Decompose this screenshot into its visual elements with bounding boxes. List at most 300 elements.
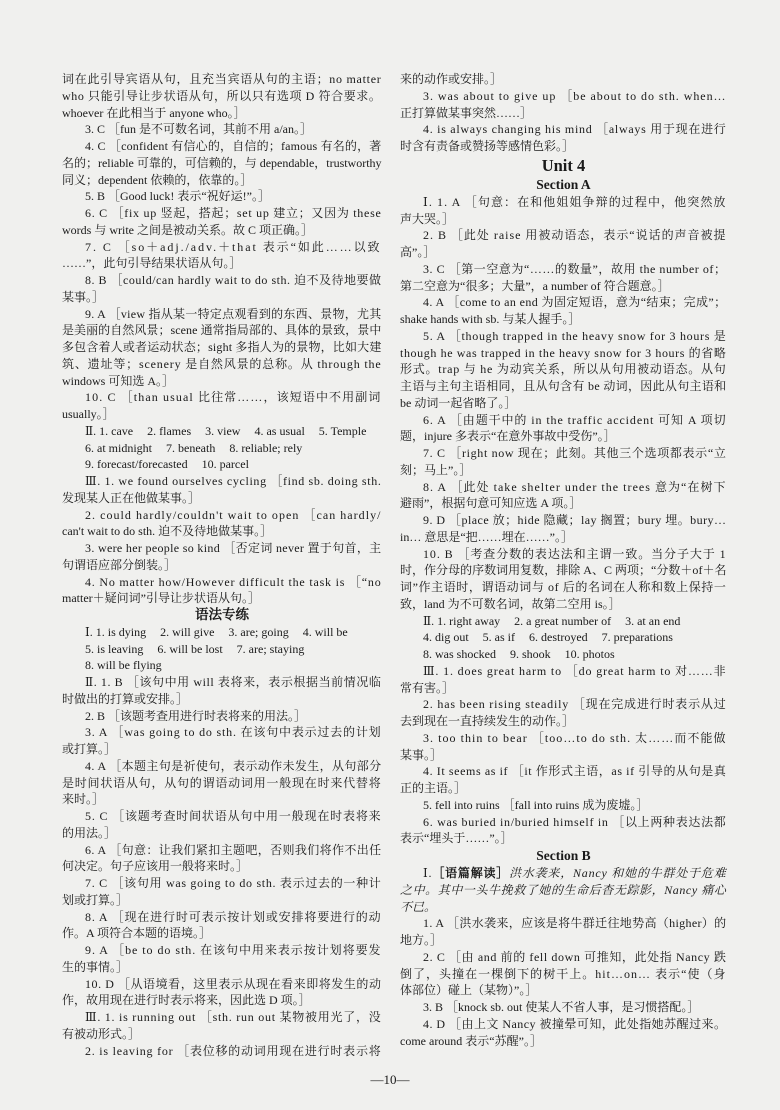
answer-explanation — [400, 194, 727, 228]
answer-row — [62, 624, 382, 641]
text-line — [400, 696, 727, 713]
line-text: 正的主语。］ — [400, 781, 467, 795]
text-line — [62, 373, 382, 390]
answer-explanation — [62, 205, 382, 239]
answer-explanation — [400, 121, 727, 155]
question-number: Ⅰ. — [423, 866, 433, 880]
text-line — [400, 999, 727, 1016]
text-line — [62, 574, 382, 591]
line-text: 题，injure 多表示“在意外事故中受伤”。］ — [400, 429, 616, 444]
line-text: 多包含着人或者运动状态；sight 多指人为的景物，比如大建 — [62, 340, 382, 354]
line-text: Ⅱ. 1. B ［该句中用 will 表将来，表示根据当前情况临 — [85, 675, 382, 689]
text-line — [62, 339, 382, 356]
text-line — [400, 121, 727, 138]
line-text: Ⅰ. 1. A ［句意：在和他姐姐争辩的过程中，他突然放 — [423, 194, 727, 209]
answer-row — [400, 629, 727, 646]
line-text: 1. A ［洪水袭来，应该是将牛群迁往地势高（higher）的 — [423, 916, 727, 931]
answer-row — [400, 613, 727, 630]
answer-explanation — [62, 574, 382, 608]
line-text: 8. A ［此处 take shelter under the trees 意为“在树下 — [423, 479, 727, 494]
text-line — [62, 188, 382, 205]
answer-explanation — [62, 272, 382, 306]
answer-row-text — [423, 629, 673, 646]
text-line — [400, 663, 727, 680]
line-text: 3. A ［was going to do sth. 在该句中表示过去的计划 — [85, 725, 382, 740]
text-line — [400, 579, 727, 596]
text-line — [400, 445, 727, 462]
left-column — [62, 71, 382, 1059]
text-line — [62, 674, 382, 691]
answer-explanation — [62, 306, 382, 390]
text-line — [62, 272, 382, 289]
answer-item: Ⅱ. 1. cave — [85, 423, 134, 438]
line-text: 是时间状语从句，从句的谓语动词用一般现在时来代替将 — [62, 775, 382, 790]
answer-explanation — [62, 540, 382, 574]
line-text: 4. A ［come to an end 为固定短语，意为“结束；完成”； — [423, 295, 727, 310]
text-line — [400, 780, 727, 797]
text-line — [62, 406, 382, 423]
answer-row — [62, 456, 382, 473]
answer-explanation — [62, 674, 382, 708]
line-text: 5. A ［though trapped in the heavy snow for 3 hours 是 — [423, 328, 727, 343]
text-line — [400, 966, 727, 983]
answer-row-text — [85, 423, 366, 440]
line-text: 3. too thin to bear ［too…to do sth. 太……而不能做 — [423, 730, 727, 745]
line-text: 地方。］ — [400, 933, 443, 947]
line-text: 常有害。］ — [400, 680, 455, 695]
line-text — [400, 899, 436, 916]
answer-explanation — [400, 999, 727, 1016]
answer-item: 8. reliable; rely — [229, 440, 303, 455]
text-line — [400, 546, 727, 563]
text-line — [62, 992, 382, 1009]
answer-explanation — [62, 875, 382, 909]
answer-explanation — [62, 71, 382, 121]
text-line — [400, 227, 727, 244]
answer-item: 7. beneath — [166, 440, 216, 455]
text-line — [400, 1033, 727, 1050]
text-line — [62, 306, 382, 323]
answer-item: 4. as usual — [254, 423, 305, 438]
answer-explanation — [400, 1016, 727, 1050]
line-text: 2. could hardly/couldn't wait to open ［can hardly/ — [85, 507, 382, 522]
answer-explanation — [400, 261, 727, 295]
line-text: 2. B ［该题考查用进行时表将来的用法。］ — [85, 708, 307, 723]
line-text: 声大哭。］ — [400, 211, 455, 226]
answer-item: 4. dig out — [423, 630, 469, 645]
line-text: 避雨”，根据句意可知应选 A 项。］ — [400, 496, 582, 511]
answer-row-text — [423, 646, 615, 663]
answer-item: 9. forecast/forecasted — [85, 457, 188, 472]
summary-text: 之中。其中一头牛挽救了她的生命后杳无踪影，Nancy 痛心 — [400, 882, 727, 897]
text-line — [62, 842, 382, 859]
line-text: be 动词一起省略了。］ — [400, 395, 517, 410]
line-text: shake hands with sb. 与某人握手。］ — [400, 312, 581, 326]
line-text: 3. C ［fun 是不可数名词，其前不用 a/an。］ — [85, 122, 312, 137]
answer-explanation — [62, 389, 382, 423]
line-text: 10. D ［从语境看，这里表示从现在看来即将发生的动 — [85, 976, 382, 991]
line-text: 5. fell into ruins ［fall into ruins 成为废墟。］ — [423, 797, 649, 812]
answer-explanation — [62, 138, 382, 188]
text-line — [400, 982, 727, 999]
text-line — [62, 389, 382, 406]
text-line — [62, 959, 382, 976]
answer-item: 6. destroyed — [529, 630, 588, 645]
text-line — [400, 361, 727, 378]
text-line — [400, 747, 727, 764]
summary-text: 洪水袭来，Nancy 和她的牛群处于危难 — [509, 866, 727, 880]
answer-explanation — [400, 814, 727, 848]
line-text: 4. D ［由上文 Nancy 被撞晕可知，此处指她苏醒过来。 — [423, 1016, 727, 1031]
answer-item: 9. shook — [509, 647, 551, 661]
answer-explanation — [400, 88, 727, 122]
text-line — [400, 211, 727, 228]
line-text: 4. No matter how/However difficult the task is ［“no — [85, 574, 382, 589]
line-text — [400, 882, 727, 899]
text-line — [62, 255, 382, 272]
text-line — [400, 138, 727, 155]
text-line — [400, 932, 727, 949]
answer-item: Ⅱ. 1. right away — [423, 613, 501, 628]
line-text: 时含有责备或赞扬等感情色彩。］ — [400, 139, 575, 153]
text-line — [400, 865, 727, 882]
text-line — [62, 724, 382, 741]
text-line — [62, 875, 382, 892]
line-text: come around 表示“苏醒”。］ — [400, 1033, 542, 1048]
text-line — [400, 88, 727, 105]
answer-item: 10. photos — [564, 647, 615, 661]
line-text: 9. A ［view 指从某一特定点观看到的东西、景物，尤其 — [85, 306, 382, 321]
answer-explanation — [400, 294, 727, 328]
text-line — [400, 395, 727, 412]
text-line — [62, 222, 382, 239]
answer-row-text — [85, 641, 304, 658]
answer-item: 8. was shocked — [423, 647, 496, 661]
line-text: 时做出的打算或安排。］ — [62, 691, 189, 706]
text-line — [62, 1009, 382, 1026]
line-text: 表示“埋头于……”。］ — [400, 831, 513, 846]
line-text: 刻；马上”。］ — [400, 462, 472, 477]
answer-explanation — [62, 473, 382, 507]
line-text: 高”。］ — [400, 245, 436, 259]
answer-row-text — [85, 440, 302, 457]
text-line — [62, 808, 382, 825]
text-line — [400, 378, 727, 395]
line-text — [423, 865, 726, 882]
text-line — [62, 925, 382, 942]
text-line — [62, 791, 382, 808]
line-text: 形式。trap 与 he 为动宾关系，所以从句用被动语态。从句 — [400, 362, 727, 377]
text-line — [400, 1016, 727, 1033]
answer-explanation — [62, 507, 382, 541]
text-line — [400, 830, 727, 847]
answer-item: 5. Temple — [318, 423, 367, 438]
answer-item: 2. will give — [160, 624, 215, 639]
answer-item: 4. will be — [302, 624, 348, 639]
answer-explanation — [62, 808, 382, 842]
answer-item: 6. will be lost — [157, 641, 223, 656]
line-text: words 与 write 之间是被动关系。故 C 项正确。］ — [62, 222, 313, 237]
answer-explanation — [62, 1043, 382, 1060]
answer-item: 7. preparations — [601, 630, 673, 645]
answer-item: 7. are; staying — [236, 641, 305, 656]
line-text: 2. is leaving for ［表位移的动词用现在进行时表示将 — [85, 1043, 382, 1058]
text-line — [62, 892, 382, 909]
answer-explanation — [400, 763, 727, 797]
line-text: matter＋疑问词”引导让步状语从句。］ — [62, 591, 260, 606]
line-text: 发现某人正在他做某事。］ — [62, 490, 201, 505]
answer-explanation — [62, 239, 382, 273]
answer-explanation — [400, 328, 727, 412]
text-line — [400, 915, 727, 932]
text-line — [400, 713, 727, 730]
line-text: 6. A ［句意：让我们紧扣主题吧，否则我们将作不出任 — [85, 842, 382, 857]
text-line — [400, 899, 727, 916]
answer-row-text — [85, 657, 162, 674]
answer-explanation — [62, 942, 382, 976]
answer-row-text — [85, 624, 348, 641]
text-line — [62, 121, 382, 138]
line-text: 去到现在一直持续发生的动作。］ — [400, 714, 575, 728]
text-line — [62, 138, 382, 155]
line-text: 4. C ［confident 有信心的，自信的；famous 有名的，著 — [85, 139, 382, 153]
line-text: 正打算做某事突然……］ — [400, 105, 533, 120]
text-line — [62, 1043, 382, 1060]
passage-summary — [400, 865, 727, 915]
answer-explanation — [400, 915, 727, 949]
text-line — [400, 105, 727, 122]
section-heading: Section A — [536, 176, 591, 192]
line-text: though he was trapped in the heavy snow for 3 hours 的省略 — [400, 345, 727, 360]
text-line — [62, 1026, 382, 1043]
text-line — [62, 88, 382, 105]
line-text: 10. B ［考查分数的表达法和主谓一致。当分子大于 1 — [423, 546, 727, 561]
line-text: 或打算。］ — [62, 742, 117, 756]
text-line — [400, 763, 727, 780]
line-text: 7. C ［该句用 was going to do sth. 表示过去的一种计 — [85, 876, 382, 890]
line-text: whoever 在此相当于 anyone who。］ — [62, 105, 246, 120]
line-text: 4. is always changing his mind ［always 用于现在进行 — [423, 122, 727, 137]
line-text: in… 意思是“把……埋在……”。］ — [400, 529, 573, 544]
text-line — [62, 557, 382, 574]
line-text: 10. C ［than usual 比往常……，该短语中不用副词 — [85, 390, 382, 405]
answer-explanation — [400, 71, 727, 88]
line-text: Ⅲ. 1. we found ourselves cycling ［find sb. doing sth. — [85, 474, 382, 488]
line-text: 4. A ［本题主句是祈使句，表示动作未发生，从句部分 — [85, 758, 382, 773]
line-text: ……”，此句引导结果状语从句。］ — [62, 256, 242, 271]
text-line — [62, 71, 382, 88]
answer-explanation — [400, 797, 727, 814]
text-line — [400, 294, 727, 311]
answer-explanation — [62, 976, 382, 1010]
text-line — [400, 512, 727, 529]
answer-row — [62, 423, 382, 440]
line-text: 8. A ［现在进行时可表示按计划或安排将要进行的动 — [85, 909, 382, 924]
line-text: 2. C ［由 and 前的 fell down 可推知，此处指 Nancy 跌 — [423, 949, 727, 964]
line-text: 3. was about to give up ［be about to do sth. when… — [423, 88, 727, 103]
line-text: 倒了，头撞在一棵倒下的树干上。hit…on… 表示“使（身 — [400, 966, 727, 981]
text-line — [62, 205, 382, 222]
line-text: 6. C ［fix up 竖起，搭起；set up 建立；又因为 these — [85, 206, 382, 220]
line-text: 7. C ［so＋adj./adv.＋that 表示“如此……以致 — [85, 239, 382, 254]
text-line — [400, 479, 727, 496]
line-text: 划或打算。］ — [62, 892, 129, 907]
text-line — [400, 730, 727, 747]
text-line — [62, 356, 382, 373]
text-line — [400, 495, 727, 512]
answer-item: 2. a great number of — [514, 613, 612, 628]
text-line — [62, 473, 382, 490]
answer-explanation — [400, 445, 727, 479]
answer-item: 8. will be flying — [85, 658, 162, 673]
text-line — [62, 942, 382, 959]
answer-item: Ⅰ. 1. is dying — [85, 624, 147, 639]
text-line — [62, 858, 382, 875]
right-column — [400, 71, 727, 1049]
text-line — [400, 797, 727, 814]
line-text: 词”作主语时，谓语动词与 of 后的名词在人称和数上保持一 — [400, 580, 727, 594]
line-text: 2. B ［此处 raise 用被动语态，表示“说话的声音被提 — [423, 228, 727, 243]
section-heading: Section B — [536, 848, 591, 863]
line-text: 主语与主句主语相同，且从句含有 be 动词，因此从句主语和 — [400, 379, 727, 393]
text-line — [62, 775, 382, 792]
text-line — [400, 680, 727, 697]
text-line — [400, 311, 727, 328]
line-text: 2. has been rising steadily ［现在完成进行时表示从过 — [423, 697, 727, 712]
passage-tag: ［语篇解读］ — [432, 866, 510, 880]
line-text: 某事。］ — [400, 747, 443, 762]
line-text: 3. were her people so kind ［否定词 never 置于句首，主 — [85, 541, 382, 555]
line-text: 3. C ［第一空意为“……的数量”，故用 the number of； — [423, 261, 727, 276]
line-text: 有被动形式。］ — [62, 1026, 141, 1041]
answer-item: 10. parcel — [201, 457, 249, 472]
text-line — [400, 529, 727, 546]
text-line — [62, 105, 382, 122]
answer-item: 3. at an end — [625, 613, 681, 628]
line-text: 致，land 为不可数名词，故第二空用 is。］ — [400, 596, 621, 611]
text-line — [62, 590, 382, 607]
answer-explanation — [62, 188, 382, 205]
line-text: 生的事情。］ — [62, 959, 129, 974]
line-text: 词在此引导宾语从句，且充当宾语从句的主语；no matter — [62, 72, 382, 86]
line-text: 9. A ［be to do sth. 在该句中用来表示按计划将要发 — [85, 943, 382, 957]
text-line — [62, 289, 382, 306]
answer-explanation — [400, 479, 727, 513]
line-text: 6. A ［由题干中的 in the traffic accident 可知 A 项切 — [423, 412, 727, 427]
answer-explanation — [400, 663, 727, 697]
answer-row-text — [85, 456, 249, 473]
line-text: 句谓语应部分倒装。］ — [62, 557, 177, 572]
line-text: 6. was buried in/buried himself in ［以上两种表达法都 — [423, 814, 727, 829]
text-line — [62, 523, 382, 540]
line-text: 时，作分母的序数词用复数，排除 A、C 两项；“分数＋of＋名 — [400, 563, 727, 578]
text-line — [400, 328, 727, 345]
text-line — [400, 814, 727, 831]
text-line — [62, 825, 382, 842]
text-line — [62, 691, 382, 708]
text-line — [400, 278, 727, 295]
answer-explanation — [400, 730, 727, 764]
line-text: usually。］ — [62, 407, 115, 421]
line-text: 某事。］ — [62, 289, 105, 304]
text-line — [400, 244, 727, 261]
text-line — [400, 345, 727, 362]
answer-explanation — [62, 842, 382, 876]
line-text: 作，故用现在进行时表示将来，因此选 D 项。］ — [62, 993, 311, 1008]
line-text: who 只能引导让步状语从句，所以只有选项 D 符合要求。 — [62, 88, 382, 103]
line-text: 第二空意为“很多；大量”，a number of 符合题意。］ — [400, 278, 670, 293]
summary-text: 不已。 — [400, 899, 437, 914]
line-text: 来时。］ — [62, 792, 105, 807]
text-line — [400, 462, 727, 479]
line-text: 筑、遗址等；scenery 是自然风景的总称。从 through the — [62, 356, 382, 371]
answer-explanation — [400, 227, 727, 261]
line-text: 9. D ［place 放；hide 隐藏；lay 搁置；bury 埋。bury… — [423, 513, 727, 527]
line-text: 的用法。］ — [62, 825, 117, 840]
text-line — [400, 71, 727, 88]
answer-explanation — [62, 121, 382, 138]
answer-item: 6. at midnight — [85, 440, 152, 455]
answer-item: 3. are; going — [228, 624, 289, 639]
line-text: 3. B ［knock sb. out 使某人不省人事，是习惯搭配。］ — [423, 1000, 700, 1014]
line-text: 5. C ［该题考查时间状语从句中用一般现在时表将来 — [85, 809, 382, 823]
text-line — [62, 322, 382, 339]
answer-item: 3. view — [205, 423, 241, 438]
text-line — [400, 261, 727, 278]
answer-explanation — [400, 546, 727, 613]
line-text: 4. It seems as if ［it 作形式主语，as if 引导的从句是真 — [423, 764, 727, 779]
answer-row — [62, 657, 382, 674]
line-text: 名的；reliable 可靠的，可信赖的，与 dependable，trustworthy — [62, 155, 382, 170]
line-text: 7. C ［right now 现在；此刻。其他三个选项都表示“立 — [423, 446, 727, 460]
answer-explanation — [62, 724, 382, 758]
line-text: windows 可知选 A。］ — [62, 373, 175, 388]
text-line — [62, 976, 382, 993]
text-line — [400, 194, 727, 211]
line-text: 何决定。句子应该用一般将来时。］ — [62, 859, 249, 874]
line-text: 同义；dependent 依赖的，依靠的。］ — [62, 172, 253, 187]
answer-item: 2. flames — [147, 423, 192, 438]
line-text: Ⅲ. 1. is running out ［sth. run out 某物被用光了，没 — [85, 1010, 382, 1024]
answer-row — [400, 646, 727, 663]
text-line — [62, 758, 382, 775]
line-text: can't wait to do sth. 迫不及待地做某事。］ — [62, 524, 273, 539]
text-line — [62, 540, 382, 557]
text-line — [62, 155, 382, 172]
text-line — [400, 428, 727, 445]
text-line — [62, 909, 382, 926]
section-title: 语法专练 — [195, 607, 249, 622]
line-text: 体部位）碰上（某物）”。］ — [400, 983, 538, 998]
text-line — [400, 949, 727, 966]
text-line — [62, 708, 382, 725]
answer-explanation — [62, 1009, 382, 1043]
answer-explanation — [62, 708, 382, 725]
text-line — [62, 490, 382, 507]
line-text: Ⅲ. 1. does great harm to ［do great harm to 对……非 — [423, 663, 727, 678]
line-text: 5. B ［Good luck! 表示“祝好运!”。］ — [85, 189, 270, 204]
text-line — [62, 172, 382, 189]
text-line — [400, 412, 727, 429]
line-text: 作。A 项符合本题的语境。］ — [62, 926, 212, 941]
answer-explanation — [62, 758, 382, 808]
line-text: 8. B ［could/can hardly wait to do sth. 迫不及待地要做 — [85, 273, 382, 287]
text-line — [400, 596, 727, 613]
answer-item: 5. as if — [482, 630, 515, 645]
answer-row — [62, 641, 382, 658]
text-line — [62, 507, 382, 524]
answer-row — [62, 440, 382, 457]
